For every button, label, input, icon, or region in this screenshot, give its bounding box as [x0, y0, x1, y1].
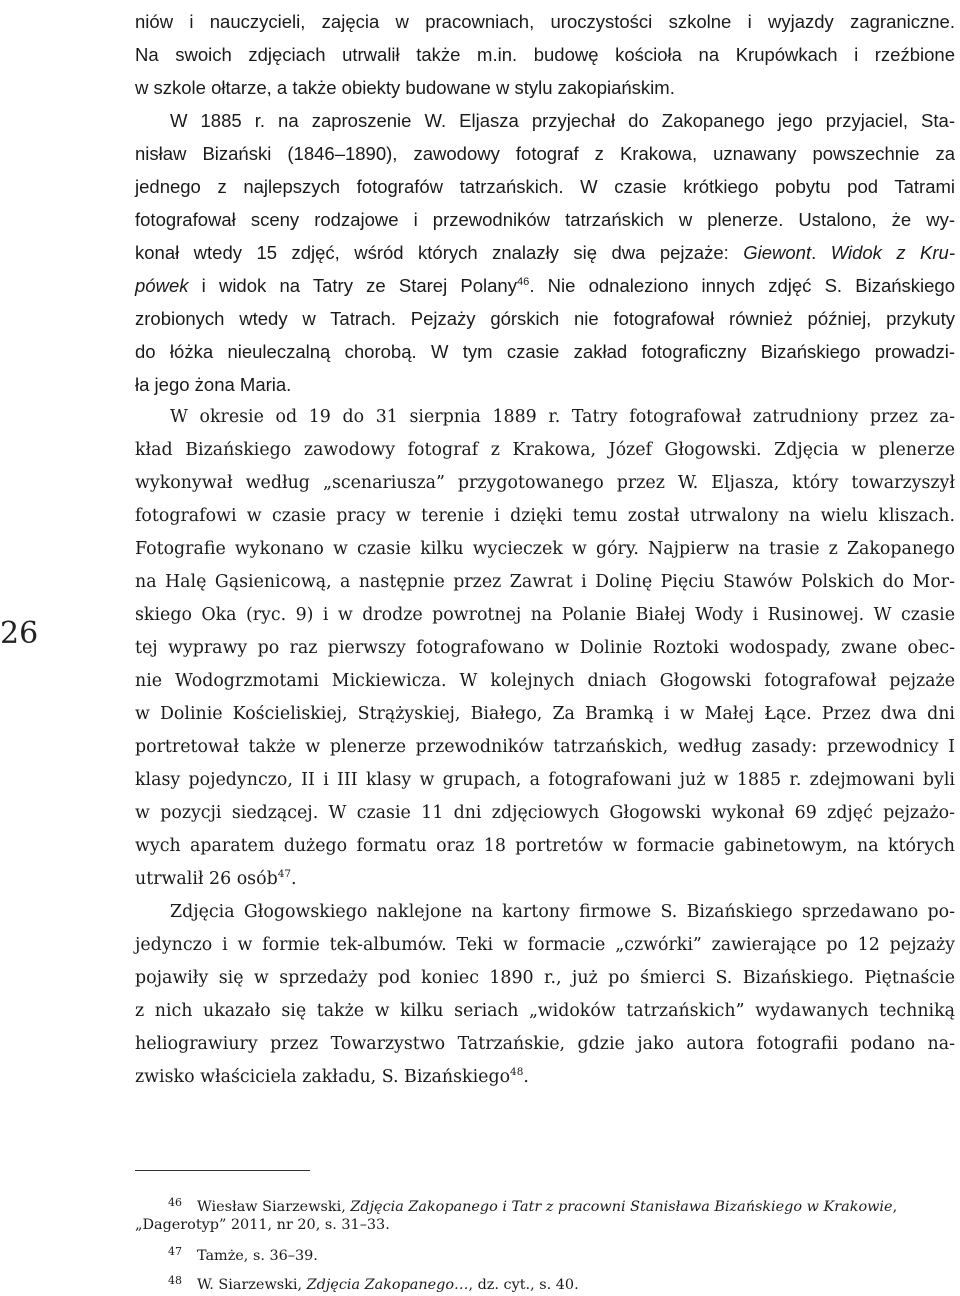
text-line: ła jego żona Maria. [135, 374, 292, 395]
text-line [135, 269, 955, 302]
text-run: . Nie odnaleziono innych zdjęć S. Bizańskiego [529, 275, 956, 296]
footnote-ref: 47 [277, 868, 291, 881]
text-line: skiego Oka (ryc. 9) i w drodze powrotnej na Polanie Białej Wody i Rusinowej. W czasie [135, 605, 955, 625]
text-line: kład Bizańskiego zawodowy fotograf z Krakowa, Józef Głogowski. Zdjęcia w plenerze [135, 440, 955, 460]
text-line [135, 863, 955, 896]
text-line: heliograwiury przez Towarzystwo Tatrzańskie, gdzie jako autora fotografii podano na- [135, 1034, 955, 1054]
text-line: nie Wodogrzmotami Mickiewicza. W kolejnych dniach Głogowski fotografował pejzaże [135, 671, 955, 691]
text-line: W 1885 r. na zaproszenie W. Eljasza przyjechał do Zakopanego jego przyjaciel, Sta- [170, 110, 955, 131]
text-line: tej wyprawy po raz pierwszy fotografowano w Dolinie Roztoki wodospady, zwane obec- [135, 638, 955, 658]
text-line: wych aparatem dużego formatu oraz 18 portretów w formacie gabinetowym, na których [135, 836, 955, 856]
text-line: z nich ukazało się także w kilku seriach „widoków tatrzańskich” wydawanych techniką [135, 1001, 955, 1021]
footnote-text: Tamże, s. 36–39. [197, 1248, 318, 1264]
text-run: . [291, 869, 297, 889]
text-line: W okresie od 19 do 31 sierpnia 1889 r. Tatry fotografował zatrudniony przez za- [170, 407, 955, 427]
text-line: zrobionych wtedy w Tatrach. Pejzaży górskich nie fotografował również później, przykuty [135, 308, 955, 329]
text-line: pojawiły się w sprzedaży pod koniec 1890 r., już po śmierci S. Bizańskiego. Piętnaście [135, 968, 955, 988]
footnote-48 [135, 1270, 955, 1296]
footnote-text: , [892, 1199, 898, 1215]
text-line [135, 236, 955, 269]
text-line: Fotografie wykonano w czasie kilku wycieczek w góry. Najpierw na trasie z Zakopanego [135, 539, 955, 559]
footnote-text: W. Siarzewski, [197, 1277, 307, 1293]
italic-title: Widok z Kru- [830, 242, 956, 263]
footnote-46-continuation: „Dagerotyp” 2011, nr 20, s. 31–33. [135, 1217, 390, 1233]
footnote-number: 47 [168, 1245, 182, 1258]
italic-title: Giewont [743, 242, 812, 263]
text-line [135, 1061, 955, 1094]
text-line: Zdjęcia Głogowskiego naklejone na kartony firmowe S. Bizańskiego sprzedawano po- [170, 902, 955, 922]
text-run: zwisko właściciela zakładu, S. Bizańskiego [135, 1067, 511, 1087]
footnote-title: Zdjęcia Zakopanego i Tatr z pracowni Stanisława Bizańskiego w Krakowie [350, 1199, 893, 1215]
text-line: jednego z najlepszych fotografów tatrzańskich. W czasie krótkiego pobytu pod Tatrami [135, 176, 955, 197]
text-run: utrwalił 26 osób [135, 869, 278, 889]
text-run: konał wtedy 15 zdjęć, wśród których znalazły się dwa pejzaże: [135, 242, 744, 263]
text-line: nisław Bizański (1846–1890), zawodowy fotograf z Krakowa, uznawany powszechnie za [135, 143, 955, 164]
text-line: w pozycji siedzącej. W czasie 11 dni zdjęciowych Głogowski wykonał 69 zdjęć pejzażo- [135, 803, 955, 823]
italic-title: pówek [135, 275, 189, 296]
footnote-text: Wiesław Siarzewski, [197, 1199, 351, 1215]
footnote-text: , dz. cyt., s. 40. [468, 1277, 579, 1293]
text-line: klasy pojedynczo, II i III klasy w grupach, a fotografowani już w 1885 r. zdejmowani byli [135, 770, 955, 790]
text-line: na Halę Gąsienicową, a następnie przez Zawrat i Dolinę Pięciu Stawów Polskich do Mor- [135, 572, 955, 592]
text-line: w szkole ołtarze, a także obiekty budowane w stylu zakopiańskim. [135, 77, 675, 98]
page-number: 26 [0, 616, 39, 651]
text-line: Na swoich zdjęciach utrwalił także m.in. budowę kościoła na Krupówkach i rzeźbione [135, 44, 955, 65]
main-text [135, 0, 955, 1094]
footnote-ref: 46 [516, 275, 530, 288]
text-line: portretował także w plenerze przewodników tatrzańskich, według zasady: przewodnicy I [135, 737, 955, 757]
text-line: fotografowi w czasie pracy w terenie i dzięki temu został utrwalony na wielu kliszach. [135, 506, 955, 526]
footnote-47 [135, 1241, 955, 1267]
footnote-number: 48 [168, 1274, 182, 1287]
text-line: do łóżka nieuleczalną chorobą. W tym czasie zakład fotograficzny Bizańskiego prowadzi- [135, 341, 955, 362]
footnote-separator [135, 1170, 310, 1171]
footnote-ref: 48 [510, 1066, 524, 1079]
text-run: . [811, 242, 831, 263]
text-run: i widok na Tatry ze Starej Polany [188, 275, 517, 296]
text-line: w Dolinie Kościeliskiej, Strążyskiej, Białego, Za Bramką i w Małej Łące. Przez dwa dni [135, 704, 955, 724]
text-line: jedynczo i w formie tek-albumów. Teki w formacie „czwórki” zawierające po 12 pejzaży [135, 935, 955, 955]
footnote-title: Zdjęcia Zakopanego… [306, 1277, 469, 1293]
text-line: wykonywał według „scenariusza” przygotowanego przez W. Eljasza, który towarzyszył [135, 473, 955, 493]
footnote-number: 46 [168, 1196, 182, 1209]
text-line: niów i nauczycieli, zajęcia w pracowniach, uroczystości szkolne i wyjazdy zagraniczne. [135, 11, 955, 32]
text-run: . [523, 1067, 529, 1087]
text-line: fotografował sceny rodzajowe i przewodników tatrzańskich w plenerze. Ustalono, że wy- [135, 209, 955, 230]
